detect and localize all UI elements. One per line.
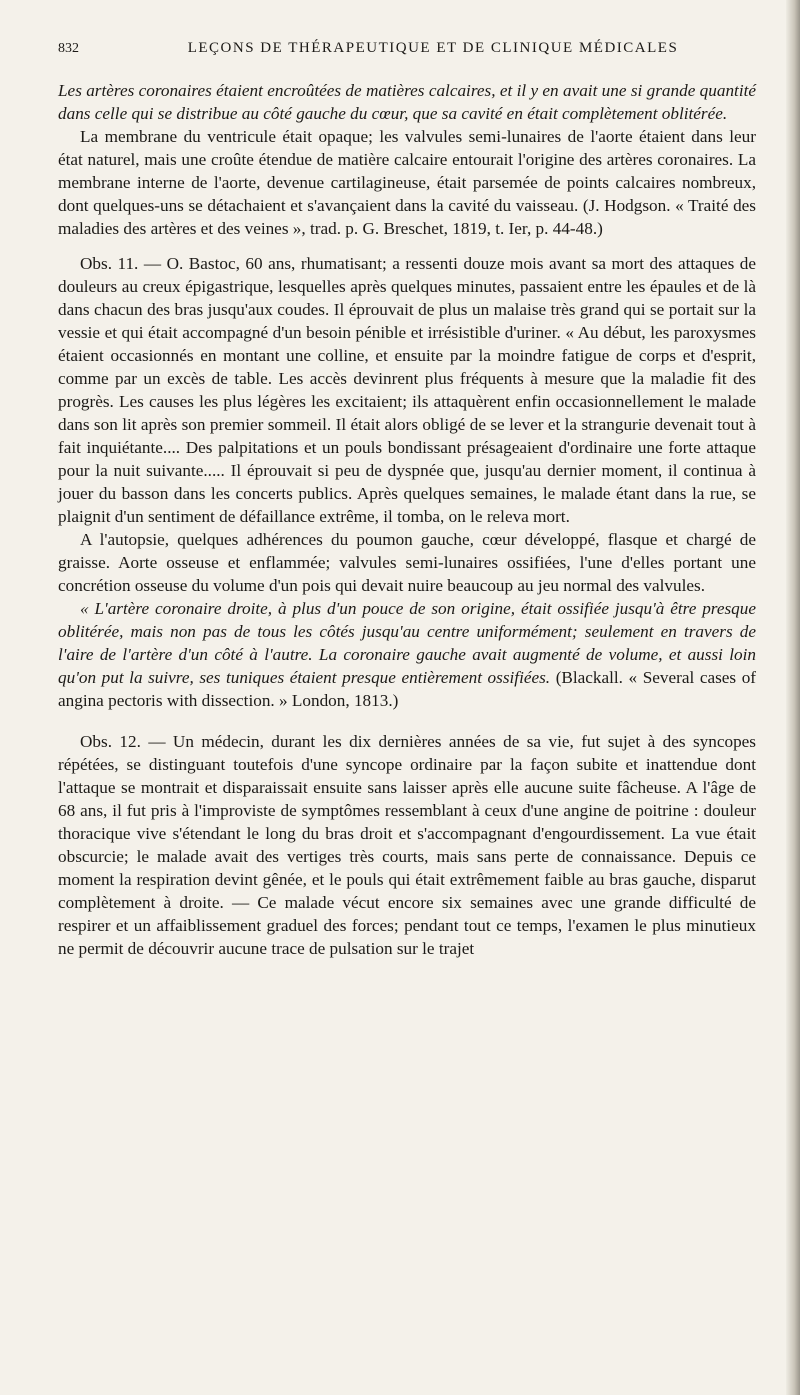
observation-11: Obs. 11. — O. Bastoc, 60 ans, rhumatisant; a ressenti douze mois avant sa mort des attaques de douleurs au creux épigastrique, lesquelles après quelques minutes, passaient entre les épaules et de là dans chacun des bras jusqu'aux coudes. Il éprouvait de plus un malaise très grand qui se portait sur la vessie et qui était accompagné d'un besoin pénible et irrésistible d'uriner. « Au début, les paroxysmes étaient occasionnés en montant une colline, et ensuite par la moindre fatigue de corps et d'esprit, comme par un excès de table. Les accès devinrent plus fréquents à mesure que la maladie fit des progrès. Les causes les plus légères les excitaient; ils attaquèrent enfin occasionnellement le malade dans son lit après son premier sommeil. Il était alors obligé de se lever et la strangurie devenait tout à fait inquiétante.... Des palpitations et un pouls bondissant présageaient d'ordinaire une forte attaque pour la nuit suivante..... Il éprouvait si peu de dyspnée que, jusqu'au dernier moment, il continua à jouer du basson dans les concerts publics. Après quelques semaines, le malade étant dans la rue, se plaignit d'un sentiment de défaillance extrême, il tomba, on le releva mort. bbox=[58, 254, 756, 526]
page-edge bbox=[786, 0, 800, 1395]
running-head bbox=[58, 40, 756, 57]
paragraph-gap bbox=[58, 240, 756, 252]
paragraph-gap bbox=[58, 712, 756, 730]
paragraph-coronary-italic bbox=[58, 79, 756, 125]
italic-passage: Les artères coronaires étaient encroûtées de matières calcaires, et il y en avait une si grande quantité dans celle qui se distribue au côté gauche du cœur, que sa cavité en était complètement oblitérée. bbox=[58, 81, 756, 123]
body-text bbox=[58, 79, 756, 960]
observation-11-autopsy: A l'autopsie, quelques adhérences du poumon gauche, cœur développé, flasque et chargé de graisse. Aorte osseuse et enflammée; valvules semi-lunaires ossifiées, l'une d'elles portant une concrétion osseuse du volume d'un pois qui devait nuire beaucoup au jeu normal des valvules. bbox=[58, 530, 756, 595]
citation-source: (Blackall. « Several cases of angina pectoris with dissection. » London, 1813.) bbox=[58, 668, 757, 710]
quote-italic: « L'artère coronaire droite, à plus d'un pouce de son origine, était ossifiée jusqu'à être presque oblitérée, mais non pas de tous les côtés jusqu'au centre uniformément; seulement en travers de l'aire de l'artère d'un côté à l'autre. La coronaire gauche avait augmenté de volume, et aussi loin qu'on put la suivre, ses tuniques étaient presque entièrement ossifiées. bbox=[58, 599, 756, 687]
page-number: 832 bbox=[58, 41, 79, 56]
observation-11-quote bbox=[58, 597, 756, 712]
paragraph-membrane: La membrane du ventricule était opaque; les valvules semi-lunaires de l'aorte étaient dans leur état naturel, mais une croûte étendue de matière calcaire entourait l'origine des artères coronaires. La membrane interne de l'aorte, devenue cartilagineuse, était parsemée de points calcaires nombreux, dont quelques-uns se détachaient et s'avançaient dans la cavité du vaisseau. (J. Hodgson. « Traité des maladies des artères et des veines », trad. p. G. Breschet, 1819, t. Ier, p. 44-48.) bbox=[58, 127, 756, 238]
observation-12: Obs. 12. — Un médecin, durant les dix dernières années de sa vie, fut sujet à des syncopes répétées, se distinguant toutefois d'une syncope ordinaire par la façon subite et inattendue dont l'attaque se montrait et disparaissait ensuite sans laisser après elle aucune suite fâcheuse. A l'âge de 68 ans, il fut pris à l'improviste de symptômes ressemblant à ceux d'une angine de poitrine : douleur thoracique vive s'étendant le long du bras droit et s'accompagnant d'engourdissement. La vue était obscurcie; le malade avait des vertiges très courts, mais sans perte de connaissance. Depuis ce moment la respiration devint gênée, et le pouls qui était extrêmement faible au bras gauche, disparut complètement à droite. — Ce malade vécut encore six semaines avec une grande difficulté de respirer et un affaiblissement graduel des forces; pendant tout ce temps, l'examen le plus minutieux ne permit de découvrir aucune trace de pulsation sur le trajet bbox=[58, 732, 756, 958]
running-title: LEÇONS DE THÉRAPEUTIQUE ET DE CLINIQUE MÉDICALES bbox=[187, 40, 679, 56]
